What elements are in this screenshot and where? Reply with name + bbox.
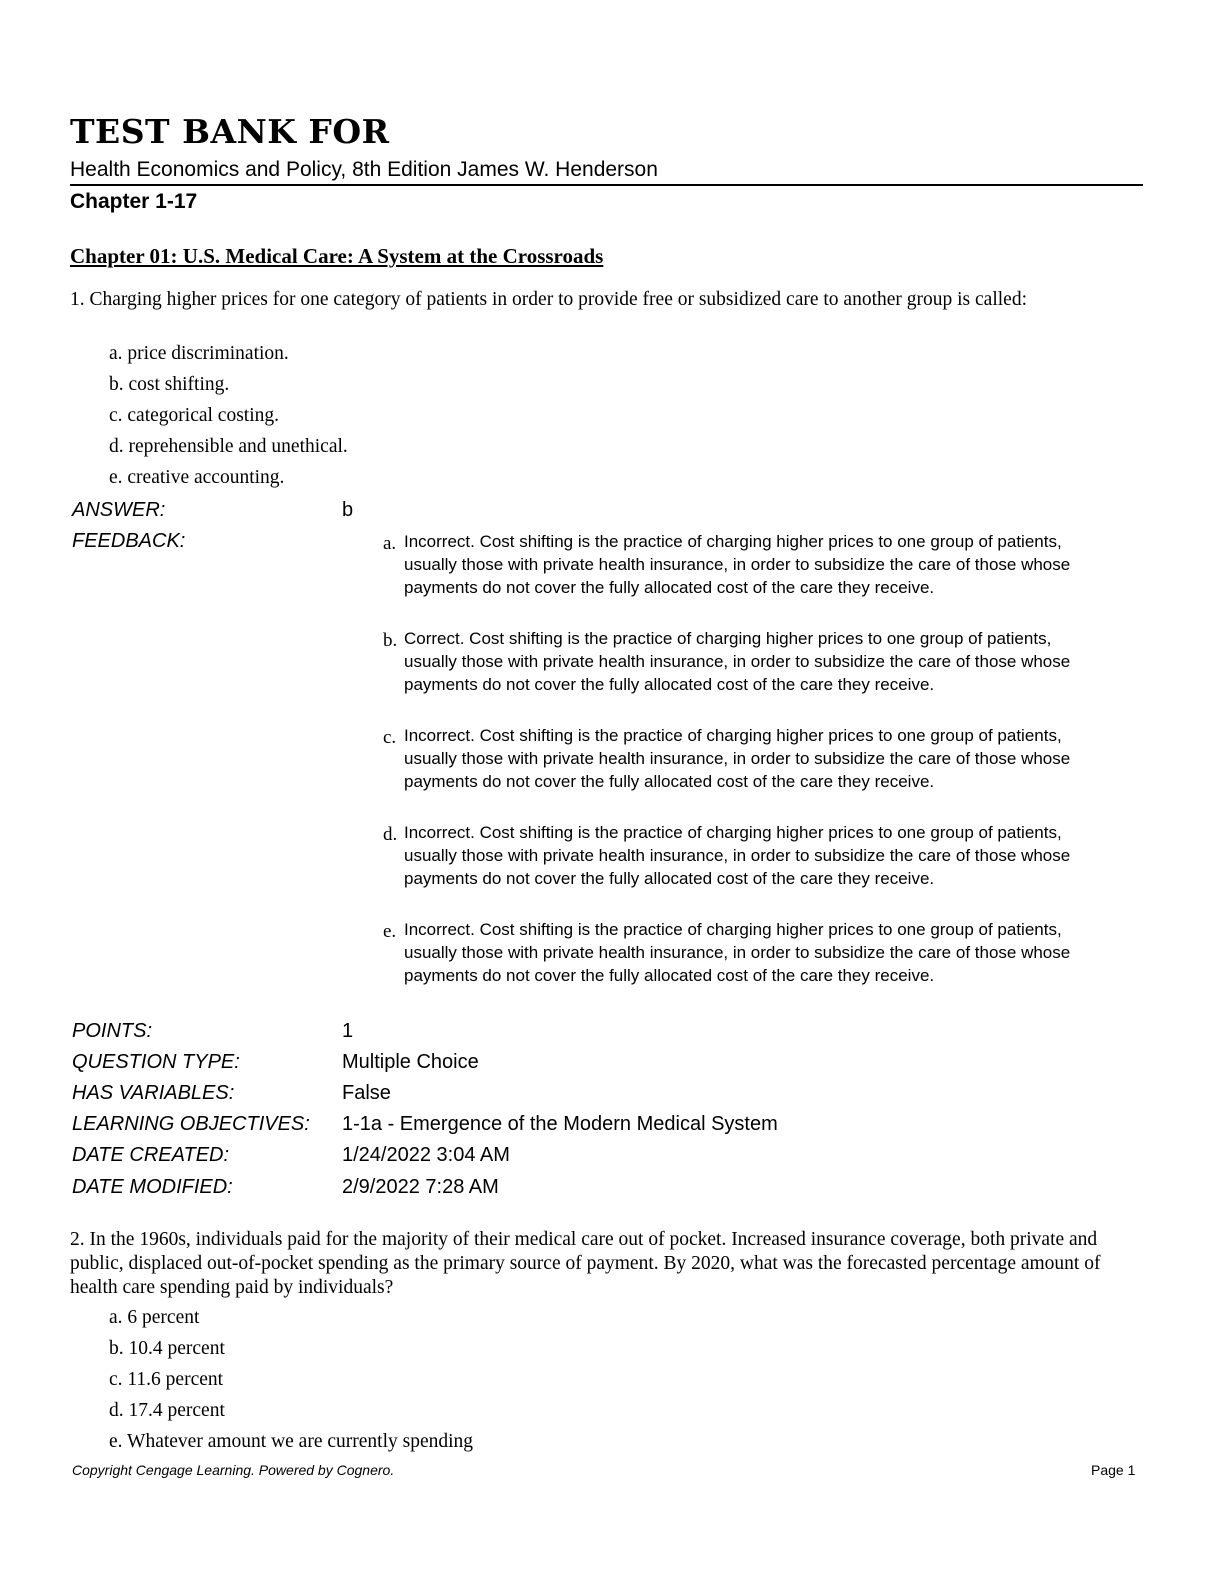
feedback-letter-a: a. — [383, 533, 397, 554]
feedback-text-c: Incorrect. Cost shifting is the practice of charging higher prices to one group of patients, usually those with private health insurance, in order to subsidize the care of those whose payments do not cover the fully allocated cost of the care they receive. — [404, 726, 1071, 791]
question-2-option-a: a. 6 percent — [109, 1307, 200, 1328]
question-1-option-c: c. categorical costing. — [109, 405, 280, 426]
feedback-text-e: Incorrect. Cost shifting is the practice of charging higher prices to one group of patients, usually those with private health insurance, in order to subsidize the care of those whose payments do not cover the fully allocated cost of the care they receive. — [404, 920, 1071, 985]
question-1-option-a: a. price discrimination. — [109, 343, 289, 364]
question-type-value: Multiple Choice — [342, 1051, 479, 1073]
question-2-text: 2. In the 1960s, individuals paid for the majority of their medical care out of pocket. Increased insurance coverage, both private and public, displaced out-of-pocket spending as the primary source of payment. By 2020, what was the forecasted percentage amount of health care spending paid by individuals? — [70, 1229, 1101, 1298]
feedback-letter-d: d. — [383, 824, 398, 845]
question-1-option-e: e. creative accounting. — [109, 467, 285, 488]
book-subtitle: Health Economics and Policy, 8th Edition James W. Henderson — [70, 158, 658, 181]
question-1-option-b: b. cost shifting. — [109, 374, 230, 395]
chapter-range: Chapter 1-17 — [70, 190, 198, 213]
learning-objectives-value: 1-1a - Emergence of the Modern Medical System — [342, 1113, 778, 1135]
question-2-option-d: d. 17.4 percent — [109, 1400, 225, 1421]
points-label: POINTS: — [72, 1020, 153, 1042]
feedback-letter-b: b. — [383, 630, 398, 651]
answer-label: ANSWER: — [72, 499, 166, 521]
chapter-heading: Chapter 01: U.S. Medical Care: A System at the Crossroads — [70, 244, 604, 268]
footer-copyright: Copyright Cengage Learning. Powered by Cognero. — [72, 1462, 395, 1478]
feedback-letter-c: c. — [383, 727, 397, 748]
date-modified-value: 2/9/2022 7:28 AM — [342, 1176, 499, 1198]
date-modified-label: DATE MODIFIED: — [72, 1176, 233, 1198]
feedback-text-b: Correct. Cost shifting is the practice of charging higher prices to one group of patients, usually those with private health insurance, in order to subsidize the care of those whose payments do not cover the fully allocated cost of the care they receive. — [404, 629, 1071, 694]
footer-page-number: Page 1 — [1091, 1462, 1136, 1478]
test-bank-title: TEST BANK FOR — [70, 112, 390, 151]
feedback-text-a: Incorrect. Cost shifting is the practice of charging higher prices to one group of patients, usually those with private health insurance, in order to subsidize the care of those whose payments do not cover the fully allocated cost of the care they receive. — [404, 532, 1071, 597]
has-variables-label: HAS VARIABLES: — [72, 1082, 235, 1104]
question-1-option-d: d. reprehensible and unethical. — [109, 436, 348, 457]
feedback-letter-e: e. — [383, 921, 397, 942]
feedback-text-d: Incorrect. Cost shifting is the practice of charging higher prices to one group of patients, usually those with private health insurance, in order to subsidize the care of those whose payments do not cover the fully allocated cost of the care they receive. — [404, 823, 1071, 888]
question-type-label: QUESTION TYPE: — [72, 1051, 240, 1073]
answer-value: b — [342, 499, 354, 521]
question-1-text: 1. Charging higher prices for one category of patients in order to provide free or subsidized care to another group is called: — [70, 289, 1027, 310]
date-created-label: DATE CREATED: — [72, 1144, 230, 1166]
date-created-value: 1/24/2022 3:04 AM — [342, 1144, 510, 1166]
question-2-option-c: c. 11.6 percent — [109, 1369, 224, 1390]
feedback-label: FEEDBACK: — [72, 530, 186, 552]
learning-objectives-label: LEARNING OBJECTIVES: — [72, 1113, 310, 1135]
question-2-option-e: e. Whatever amount we are currently spending — [109, 1431, 474, 1452]
points-value: 1 — [342, 1020, 354, 1042]
has-variables-value: False — [342, 1082, 391, 1104]
question-2-option-b: b. 10.4 percent — [109, 1338, 225, 1359]
header-divider — [70, 184, 1143, 186]
